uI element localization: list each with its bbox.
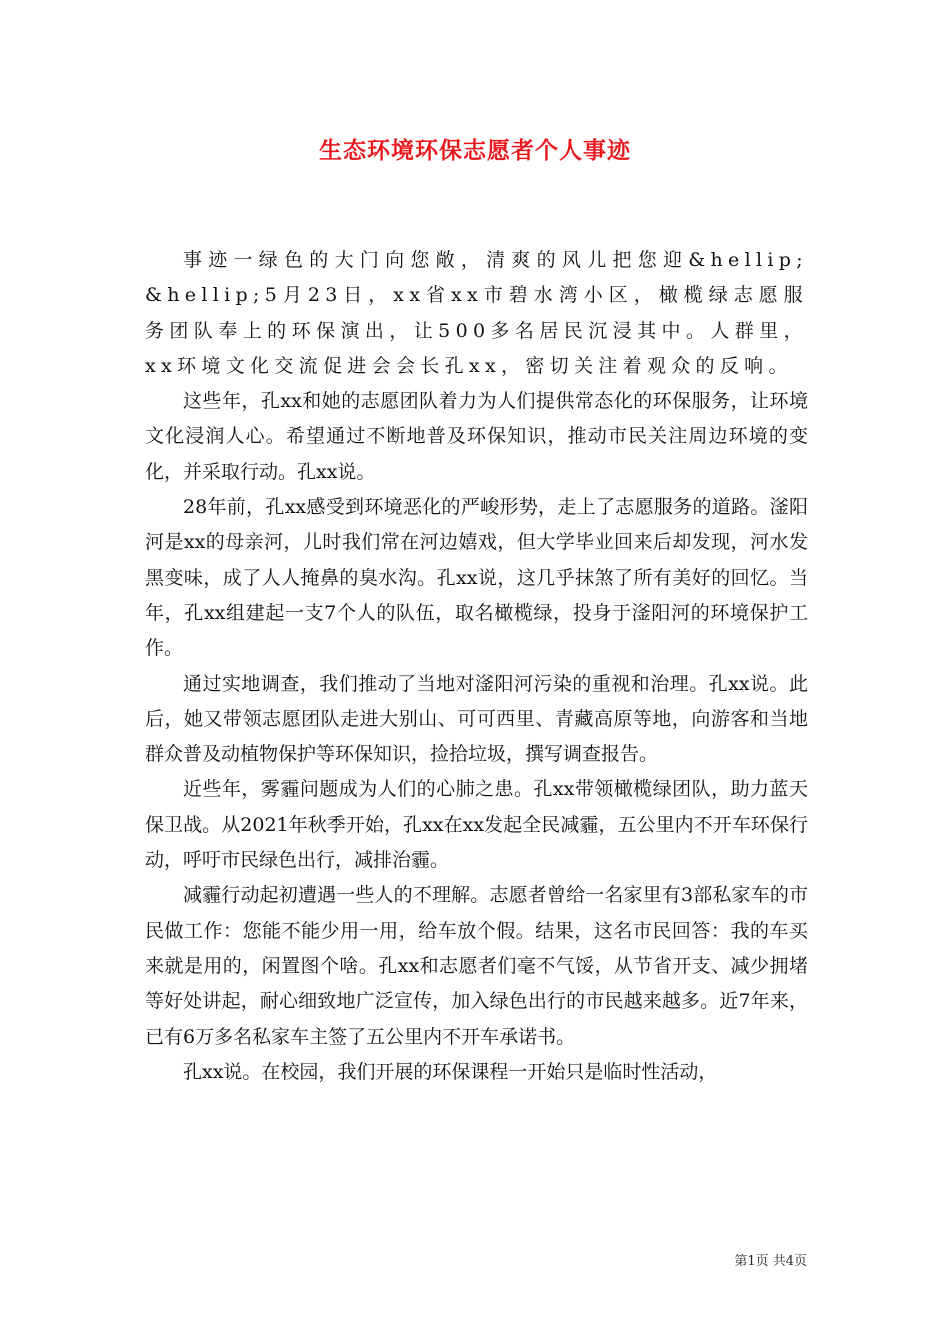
document-title: 生态环境环保志愿者个人事迹 [319,137,631,164]
page-number: 第1页 共4页 [734,1254,807,1269]
paragraph: 通过实地调查，我们推动了当地对滏阳河污染的重视和治理。孔xx说。此后，她又带领志愿团队走进大别山、可可西里、青藏高原等地，向游客和当地群众普及动植物保护等环保知识，捡拾垃圾，撰写调查报告。 [145,672,808,766]
paragraph: 近些年，雾霾问题成为人们的心肺之患。孔xx带领橄榄绿团队，助力蓝天保卫战。从2021年秋季开始，孔xx在xx发起全民减霾，五公里内不开车环保行动，呼吁市民绿色出行，减排治霾。 [145,778,808,872]
paragraph: 孔xx说。在校园，我们开展的环保课程一开始只是临时性活动， [183,1060,718,1083]
paragraph: 这些年，孔xx和她的志愿团队着力为人们提供常态化的环保服务，让环境文化浸润人心。希望通过不断地普及环保知识，推动市民关注周边环境的变化，并采取行动。孔xx说。 [145,390,808,483]
paragraph: 减霾行动起初遭遇一些人的不理解。志愿者曾给一名家里有3部私家车的市民做工作：您能不能少用一用，给车放个假。结果，这名市民回答：我的车买来就是用的，闲置图个啥。孔xx和志愿者们毫不气馁，从节省开支、减少拥堵等好处讲起，耐心细致地广泛宣传，加入绿色出行的市民越来越多。近7年来，已有6万多名私家车主签了五公里内不开车承诺书。 [145,884,808,1048]
document-body [145,243,808,1090]
paragraph: 事迹一绿色的大门向您敞，清爽的风儿把您迎&hellip;&hellip;5月23日，xx省xx市碧水湾小区，橄榄绿志愿服务团队奉上的环保演出，让500多名居民沉浸其中。人群里，xx环境文化交流促进会会长孔xx，密切关注着观众的反响。 [145,249,808,377]
paragraph: 28年前，孔xx感受到环境恶化的严峻形势，走上了志愿服务的道路。滏阳河是xx的母亲河，儿时我们常在河边嬉戏，但大学毕业回来后却发现，河水发黑变味，成了人人掩鼻的臭水沟。孔xx说，这几乎抹煞了所有美好的回忆。当年，孔xx组建起一支7个人的队伍，取名橄榄绿，投身于滏阳河的环境保护工作。 [145,496,808,660]
